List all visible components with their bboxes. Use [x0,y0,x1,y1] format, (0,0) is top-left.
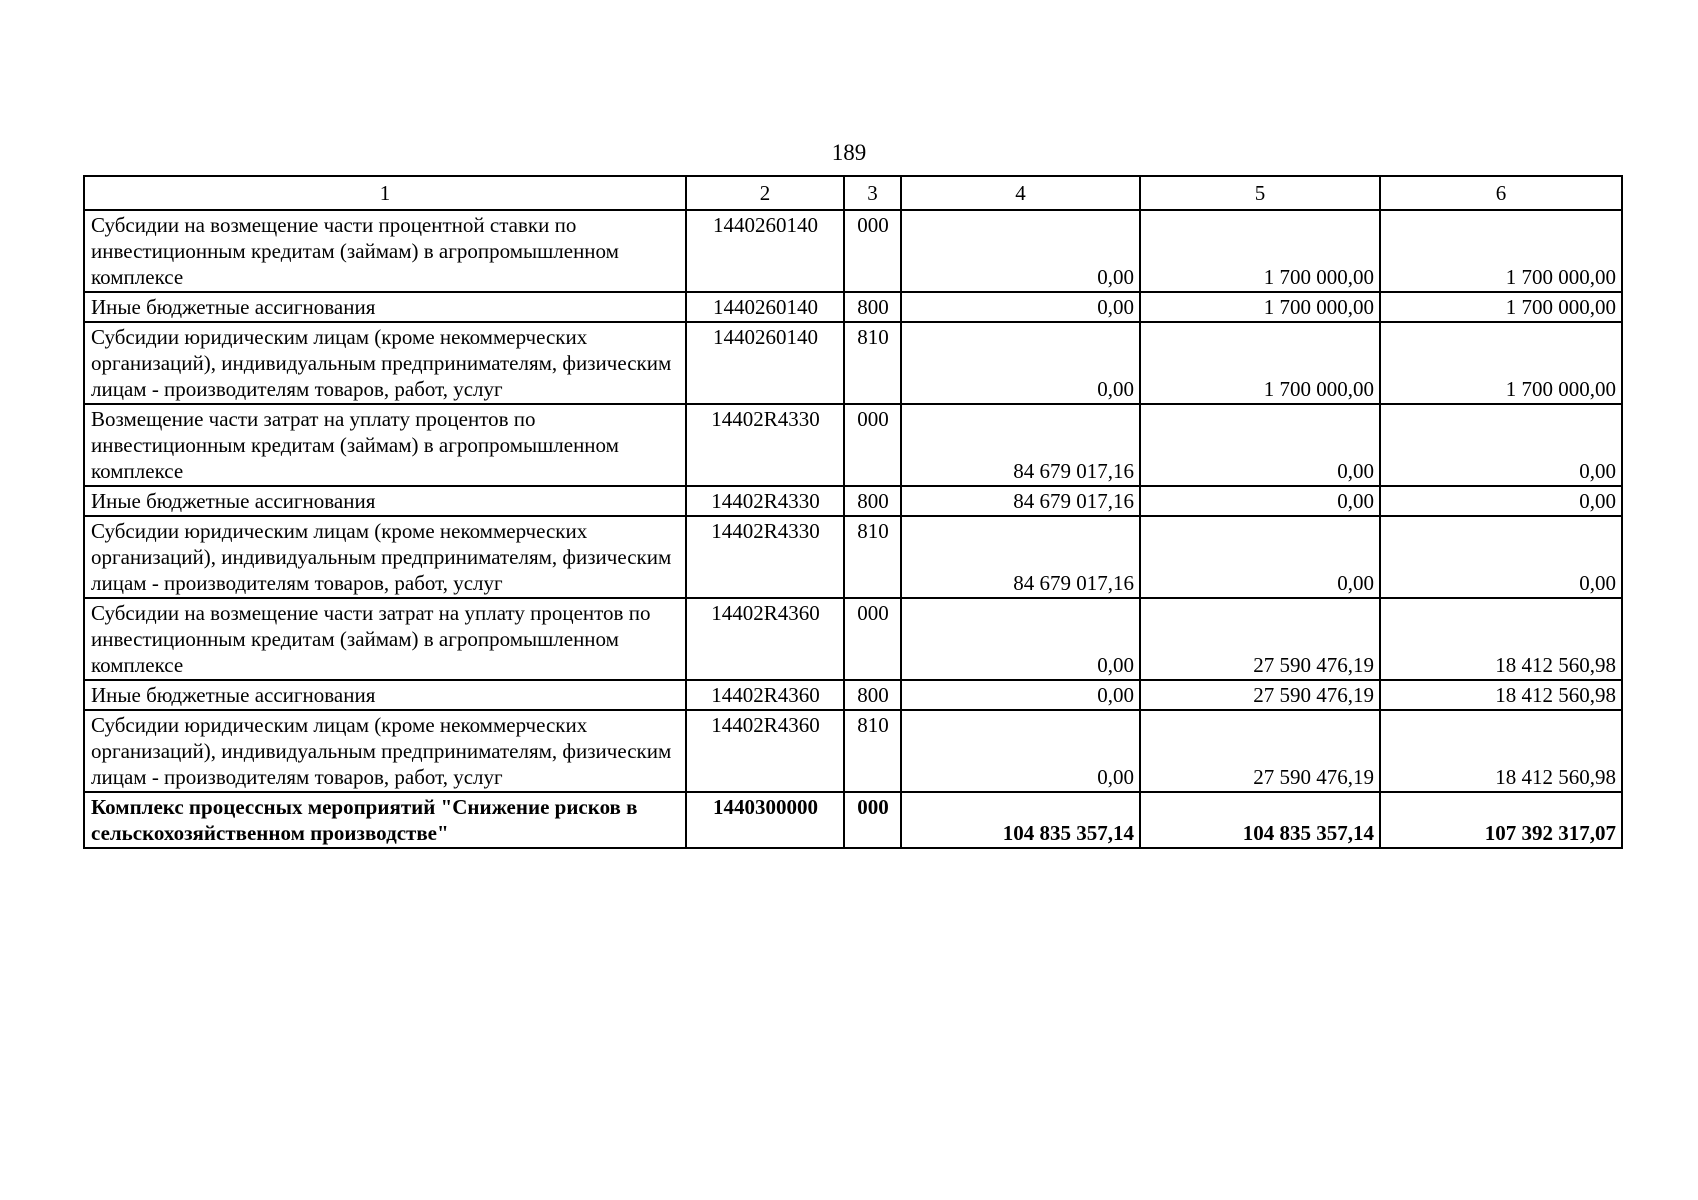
row-name-cell: Субсидии на возмещение части затрат на уплату процентов по инвестиционным кредитам (займам) в агропромышленном комплексе [84,598,686,680]
row-amount-col5-cell: 0,00 [1140,516,1380,598]
row-expense-type-cell: 000 [844,404,901,486]
row-amount-col5-cell: 27 590 476,19 [1140,598,1380,680]
row-amount-col4-cell: 0,00 [901,322,1140,404]
table-row [84,292,1622,322]
row-amount-col4-cell: 0,00 [901,598,1140,680]
row-amount-col4-cell: 0,00 [901,680,1140,710]
row-expense-type-cell: 800 [844,292,901,322]
row-amount-col4-cell: 84 679 017,16 [901,486,1140,516]
row-code-cell: 14402R4360 [686,598,844,680]
row-amount-col4-cell: 0,00 [901,710,1140,792]
row-name-cell: Субсидии юридическим лицам (кроме некоммерческих организаций), индивидуальным предпринимателям, физическим лицам - производителям товаров, работ, услуг [84,516,686,598]
row-amount-col6-cell: 107 392 317,07 [1380,792,1622,848]
row-amount-col6-cell: 18 412 560,98 [1380,680,1622,710]
row-amount-col4-cell: 104 835 357,14 [901,792,1140,848]
row-amount-col6-cell: 1 700 000,00 [1380,210,1622,292]
table-row [84,404,1622,486]
table-body [84,210,1622,848]
row-amount-col4-cell: 0,00 [901,292,1140,322]
row-name-cell: Иные бюджетные ассигнования [84,680,686,710]
row-amount-col4-cell: 84 679 017,16 [901,516,1140,598]
row-amount-col5-cell: 27 590 476,19 [1140,710,1380,792]
row-name-cell: Иные бюджетные ассигнования [84,486,686,516]
header-col-6: 6 [1380,176,1622,210]
table-header [84,176,1622,210]
header-col-3: 3 [844,176,901,210]
table-row [84,516,1622,598]
row-code-cell: 14402R4330 [686,516,844,598]
table-row [84,322,1622,404]
row-code-cell: 1440300000 [686,792,844,848]
row-amount-col6-cell: 1 700 000,00 [1380,322,1622,404]
row-amount-col6-cell: 0,00 [1380,404,1622,486]
row-expense-type-cell: 000 [844,792,901,848]
row-amount-col5-cell: 1 700 000,00 [1140,322,1380,404]
row-expense-type-cell: 800 [844,486,901,516]
row-code-cell: 1440260140 [686,210,844,292]
table-row [84,680,1622,710]
row-amount-col5-cell: 0,00 [1140,404,1380,486]
row-amount-col6-cell: 0,00 [1380,516,1622,598]
table-row [84,486,1622,516]
page-number: 189 [831,140,867,165]
row-expense-type-cell: 000 [844,598,901,680]
header-col-1: 1 [84,176,686,210]
row-amount-col6-cell: 18 412 560,98 [1380,710,1622,792]
row-name-cell: Субсидии юридическим лицам (кроме некоммерческих организаций), индивидуальным предпринимателям, физическим лицам - производителям товаров, работ, услуг [84,710,686,792]
row-expense-type-cell: 810 [844,322,901,404]
row-expense-type-cell: 000 [844,210,901,292]
row-amount-col5-cell: 0,00 [1140,486,1380,516]
row-code-cell: 1440260140 [686,292,844,322]
table-row-total [84,792,1622,848]
table-row [84,710,1622,792]
row-expense-type-cell: 810 [844,516,901,598]
row-name-cell: Субсидии юридическим лицам (кроме некоммерческих организаций), индивидуальным предпринимателям, физическим лицам - производителям товаров, работ, услуг [84,322,686,404]
row-name-cell: Иные бюджетные ассигнования [84,292,686,322]
header-col-5: 5 [1140,176,1380,210]
row-code-cell: 14402R4330 [686,486,844,516]
table-row [84,210,1622,292]
row-name-cell: Возмещение части затрат на уплату процентов по инвестиционным кредитам (займам) в агропромышленном комплексе [84,404,686,486]
row-code-cell: 14402R4360 [686,680,844,710]
row-amount-col5-cell: 27 590 476,19 [1140,680,1380,710]
row-code-cell: 14402R4360 [686,710,844,792]
row-amount-col5-cell: 104 835 357,14 [1140,792,1380,848]
row-amount-col6-cell: 0,00 [1380,486,1622,516]
row-name-cell: Комплекс процессных мероприятий "Снижение рисков в сельскохозяйственном производстве" [84,792,686,848]
row-expense-type-cell: 810 [844,710,901,792]
row-amount-col6-cell: 1 700 000,00 [1380,292,1622,322]
budget-table [83,175,1623,849]
header-col-4: 4 [901,176,1140,210]
row-amount-col4-cell: 84 679 017,16 [901,404,1140,486]
table-row [84,598,1622,680]
header-col-2: 2 [686,176,844,210]
header-row [84,176,1622,210]
row-amount-col4-cell: 0,00 [901,210,1140,292]
row-code-cell: 14402R4330 [686,404,844,486]
row-amount-col5-cell: 1 700 000,00 [1140,292,1380,322]
row-amount-col5-cell: 1 700 000,00 [1140,210,1380,292]
row-code-cell: 1440260140 [686,322,844,404]
row-amount-col6-cell: 18 412 560,98 [1380,598,1622,680]
row-expense-type-cell: 800 [844,680,901,710]
row-name-cell: Субсидии на возмещение части процентной ставки по инвестиционным кредитам (займам) в агропромышленном комплексе [84,210,686,292]
